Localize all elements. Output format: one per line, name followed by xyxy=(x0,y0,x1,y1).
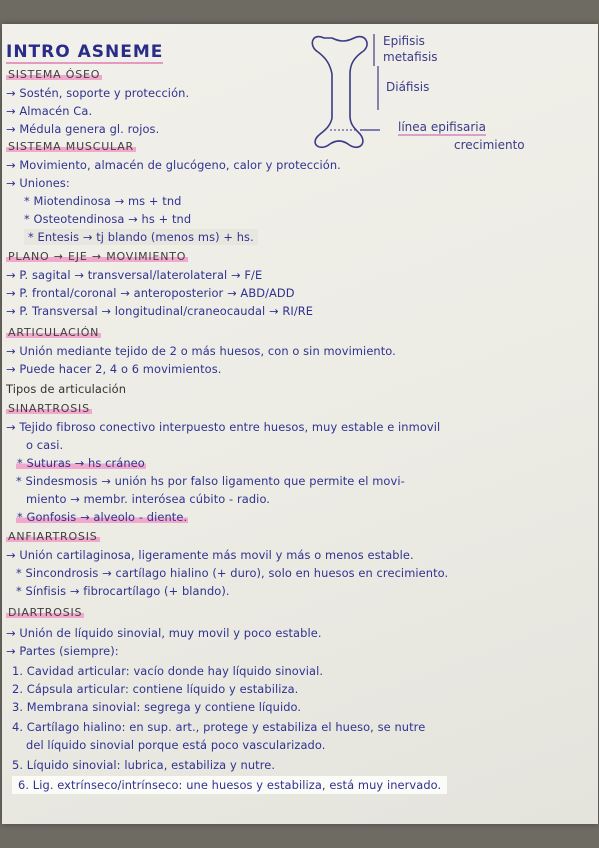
note-line: * Sindesmosis → unión hs por falso ligamento que permite el movi- xyxy=(16,474,405,488)
note-line: 6. Lig. extrínseco/intrínseco: une huesos y estabiliza, está muy inervado. xyxy=(12,778,447,792)
note-line: 2. Cápsula articular: contiene líquido y estabiliza. xyxy=(12,682,299,696)
note-line: → P. frontal/coronal → anteroposterior → ABD/ADD xyxy=(6,286,295,300)
note-line: → Uniones: xyxy=(6,176,70,190)
note-line: * Miotendinosa → ms + tnd xyxy=(24,194,182,208)
note-line: → Almacén Ca. xyxy=(6,104,93,118)
heading-diartrosis: DIARTROSIS xyxy=(8,606,83,619)
note-line: → Tejido fibroso conectivo interpuesto entre huesos, muy estable e inmovil xyxy=(6,420,441,434)
bone-label-diafisis: Diáfisis xyxy=(386,80,430,94)
note-line: → P. Transversal → longitudinal/craneocaudal → RI/RE xyxy=(6,304,314,318)
note-line: 3. Membrana sinovial: segrega y contiene líquido. xyxy=(12,700,302,714)
note-line: miento → membr. interósea cúbito - radio. xyxy=(26,492,271,506)
note-line: * Gonfosis → alveolo - diente. xyxy=(17,510,188,524)
page-title: INTRO ASNEME xyxy=(6,42,164,62)
note-line: del líquido sinovial porque está poco vascularizado. xyxy=(26,738,326,752)
note-line: * Sínfisis → fibrocartílago (+ blando). xyxy=(16,584,230,598)
subheading-tipos: Tipos de articulación xyxy=(6,382,127,396)
note-line: 4. Cartílago hialino: en sup. art., protege y estabiliza el hueso, se nutre xyxy=(12,720,426,734)
note-line: → Sostén, soporte y protección. xyxy=(6,86,190,100)
note-line: → Unión de líquido sinovial, muy movil y poco estable. xyxy=(6,626,322,640)
note-line: → Unión cartilaginosa, ligeramente más movil y más o menos estable. xyxy=(6,548,414,562)
bone-label-crecimiento: crecimiento xyxy=(454,138,525,152)
note-line: → Partes (siempre): xyxy=(6,644,119,658)
note-line: → Puede hacer 2, 4 o 6 movimientos. xyxy=(6,362,222,376)
note-line: → Unión mediante tejido de 2 o más huesos, con o sin movimiento. xyxy=(6,344,396,358)
notebook-page xyxy=(2,24,598,824)
note-line: o casi. xyxy=(26,438,64,452)
note-line: → Movimiento, almacén de glucógeno, calor y protección. xyxy=(6,158,341,172)
heading-anfiartrosis: ANFIARTROSIS xyxy=(8,530,98,543)
note-line: * Suturas → hs cráneo xyxy=(17,456,145,470)
heading-articulacion: ARTICULACIÓN xyxy=(8,326,100,339)
heading-sistema-oseo: SISTEMA ÓSEO xyxy=(8,68,101,81)
note-line: 1. Cavidad articular: vacío donde hay líquido sinovial. xyxy=(12,664,324,678)
note-line: → P. sagital → transversal/laterolateral → F/E xyxy=(6,268,263,282)
note-line: * Entesis → tj blando (menos ms) + hs. xyxy=(24,230,258,244)
note-line: * Osteotendinosa → hs + tnd xyxy=(24,212,192,226)
note-line: * Sincondrosis → cartílago hialino (+ duro), solo en huesos en crecimiento. xyxy=(16,566,449,580)
heading-sistema-muscular: SISTEMA MUSCULAR xyxy=(8,140,134,153)
heading-sinartrosis: SINARTROSIS xyxy=(8,402,90,415)
bone-label-epifisis: Epifisis xyxy=(383,34,425,48)
heading-plano-eje-movimiento: PLANO → EJE → MOVIMIENTO xyxy=(8,250,187,263)
bone-label-metafisis: metafisis xyxy=(383,50,438,64)
note-line: 5. Líquido sinovial: lubrica, estabiliza y nutre. xyxy=(12,758,276,772)
note-line: → Médula genera gl. rojos. xyxy=(6,122,160,136)
bone-label-linea: línea epifisaria xyxy=(398,120,486,134)
